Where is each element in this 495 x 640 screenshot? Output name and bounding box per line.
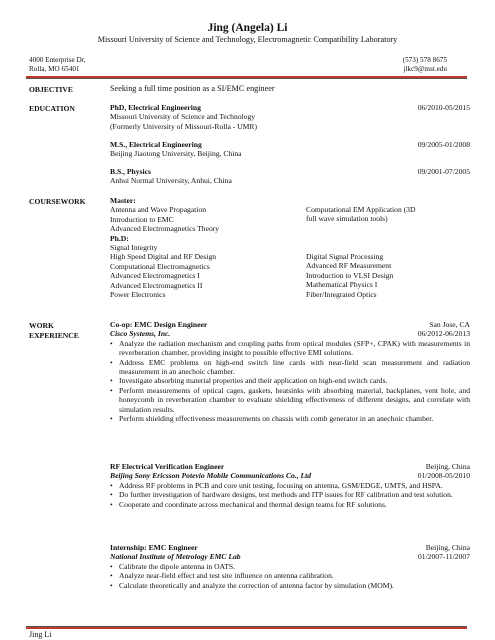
course: Signal Integrity <box>110 243 158 253</box>
address-line-1: 4000 Enterprise Dr, <box>29 56 86 64</box>
master-label: Master: <box>110 196 136 205</box>
work-heading <box>29 321 79 340</box>
course: Mathematical Physics I <box>306 280 378 290</box>
address-line-2: Rolla, MO 65401 <box>29 65 80 74</box>
coursework-left <box>110 196 300 299</box>
course: High Speed Digital and RF Design <box>110 252 217 262</box>
education-entry <box>110 140 470 159</box>
candidate-name: Jing (Angela) Li <box>207 22 288 34</box>
job-bullets <box>110 481 470 509</box>
course: Digital Signal Processing <box>306 252 384 261</box>
job-title: RF Electrical Verification Engineer <box>110 462 225 471</box>
job-title: Internship: EMC Engineer <box>110 543 198 552</box>
job-bullets <box>110 562 470 590</box>
company: National Institute of Metrology EMC Lab <box>110 552 241 562</box>
phone: (573) 578 8675 <box>402 56 447 64</box>
affiliation: Missouri University of Science and Technology, Electromagnetic Compatibility Laboratory <box>97 35 398 44</box>
bullet: • Address RF problems in PCB and core unit testing, focusing on antenna, GSM/EDGE, UMTS, and HSPA. <box>110 481 470 490</box>
header-divider <box>26 76 467 79</box>
education-entry <box>110 167 470 186</box>
job-location: San Jose, CA <box>429 320 470 329</box>
phd-label: Ph.D: <box>110 233 129 243</box>
company: Cisco Systems, Inc. <box>110 329 171 339</box>
coursework-master-right <box>306 205 415 224</box>
bullet: • Calibrate the dipole antenna in OATS. <box>110 562 470 571</box>
job-dates: 01/2007-11/2007 <box>417 552 470 562</box>
course: Advanced RF Measurement <box>306 261 392 271</box>
bullet: • Cooperate and coordinate across mechanical and thermal design teams for RF solutions. <box>110 500 470 509</box>
school: Anhui Normal University, Anhui, China <box>110 176 232 186</box>
course: full wave simulation tools) <box>306 214 388 224</box>
bullet: • Analyze the radiation mechanism and coupling paths from optical modules (SFP+, CPAK) with measurements in reverberation chamber, providing insight to possible effective EMI solutions. <box>110 339 470 358</box>
education-heading: EDUCATION <box>29 104 75 113</box>
degree: PhD, Electrical Engineering <box>110 103 201 112</box>
course: Fiber/Integrated Optics <box>306 289 377 299</box>
course: Antenna and Wave Propagation <box>110 205 207 215</box>
job-title: Co-op: EMC Design Engineer <box>110 320 208 329</box>
contact <box>403 56 447 74</box>
job-location: Beijing, China <box>425 462 470 471</box>
job-dates: 01/2008-05/2010 <box>417 471 470 481</box>
course: Introduction to EMC <box>110 214 174 224</box>
footer-name: Jing Li <box>29 630 52 639</box>
objective-heading: OBJECTIVE <box>29 85 73 94</box>
dates: 06/2010-05/2015 <box>417 103 470 112</box>
course: Computational EM Application (3D <box>306 205 416 214</box>
bullet: • Calculate theoretically and analyze the correction of antenna factor by simulation (MOM). <box>110 581 470 590</box>
bullet: • Analyze near-field effect and test site influence on antenna calibration. <box>110 571 470 580</box>
job-dates: 06/2012-06/2013 <box>417 329 470 339</box>
job-entry <box>110 462 470 509</box>
bullet: • Investigate absorbing material properties and their application on high-end switch cards. <box>110 376 470 385</box>
degree: M.S., Electrical Engineering <box>110 140 202 149</box>
job-bullets <box>110 339 470 424</box>
course: Advanced Electromagnetics I <box>110 271 200 281</box>
school-note: (Formerly University of Missouri-Rolla - UMR) <box>110 121 258 131</box>
coursework-heading: COURSEWORK <box>29 197 86 206</box>
bullet: • Perform shielding effectiveness measurements on chassis with comb generator in an anechoic chamber. <box>110 414 470 423</box>
job-location: Beijing, China <box>425 543 470 552</box>
course: Power Electronics <box>110 290 166 300</box>
bullet: • Address EMC problems on high-end switch line cards with near-field scan measurement and radiation measurement in an anechoic chamber. <box>110 358 470 377</box>
school: Missouri University of Science and Technology <box>110 112 256 122</box>
course: Computational Electromagnetics <box>110 261 210 271</box>
course: Advanced Electromagnetics Theory <box>110 224 220 234</box>
school: Beijing Jiaotong University, Beijing, China <box>110 149 242 159</box>
work-heading-line-2: EXPERIENCE <box>29 330 79 340</box>
company: Beijing Sony Ericsson Potevio Mobile Communications Co., Ltd <box>110 471 312 481</box>
bullet: • Do further investigation of hardware designs, test methods and ITP issues for RF calibration and test solution. <box>110 490 470 499</box>
coursework-phd-right <box>306 252 393 299</box>
footer-divider <box>26 626 467 629</box>
job-entry <box>110 543 470 590</box>
dates: 09/2001-07/2005 <box>417 167 470 176</box>
course: Advanced Electromagnetics II <box>110 280 203 290</box>
work-heading-line-1: WORK <box>29 321 54 330</box>
bullet: • Perform measurements of optical cages, gaskets, heatsinks with absorbing material, backplanes, vent hole, and honeycomb in reverberation chamber to evaluate shielding effectiveness of different designs, and correlate with simulation results. <box>110 386 470 414</box>
course: Introduction to VLSI Design <box>306 270 394 280</box>
education-entry <box>110 103 470 131</box>
degree: B.S., Physics <box>110 167 151 176</box>
dates: 09/2005-01/2008 <box>417 140 470 149</box>
job-entry <box>110 320 470 423</box>
address <box>29 56 86 74</box>
email[interactable]: jlkc9@mst.edu <box>403 65 447 74</box>
objective-text: Seeking a full time position as a SI/EMC engineer <box>110 84 275 93</box>
